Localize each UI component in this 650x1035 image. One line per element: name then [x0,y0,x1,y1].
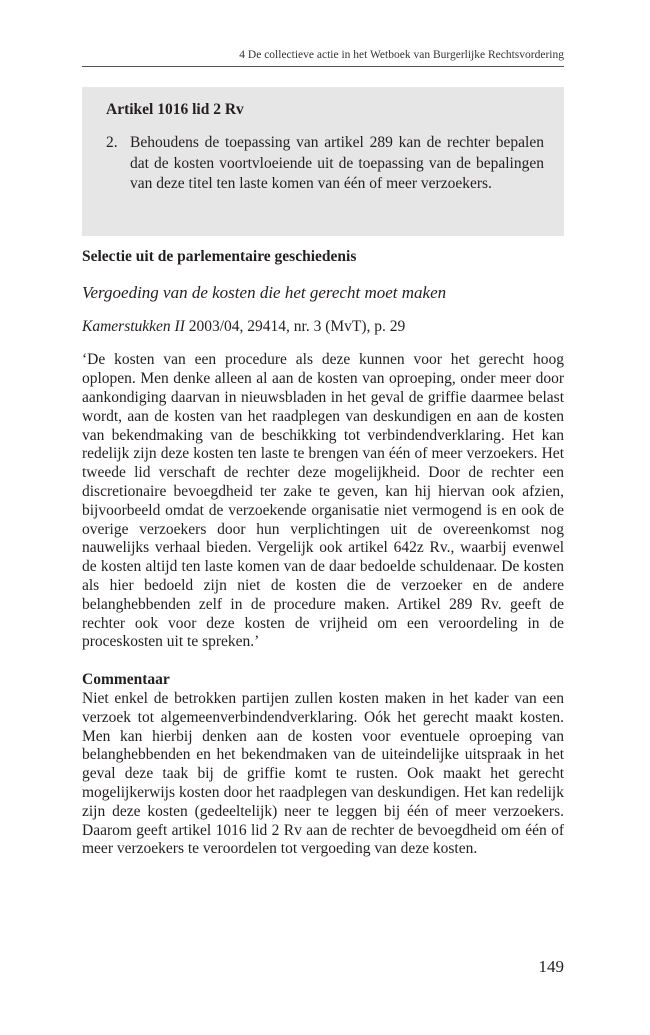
article-paragraph-text: Behoudens de toepassing van artikel 289 kan de rechter bepalen dat de kosten voortvloeiende uit de toepassing van de bepalingen van deze titel ten laste komen van één of meer verzoekers. [130,134,544,192]
page-number: 149 [538,957,564,976]
article-paragraph [106,133,544,195]
source-reference [82,318,564,337]
article-paragraph-number: 2. [106,134,118,151]
article-title: Artikel 1016 lid 2 Rv [106,101,244,118]
source-details: 2003/04, 29414, nr. 3 (MvT), p. 29 [184,317,406,335]
article-box [82,87,564,236]
header-rule [82,66,564,67]
source-title: Kamerstukken II [82,317,185,335]
running-head: 4 De collectieve actie in het Wetboek van Burgerlijke Rechtsvordering [239,49,564,61]
section-title: Selectie uit de parlementaire geschiedenis [82,248,357,265]
commentary-heading: Commentaar [82,671,170,689]
section-subtitle: Vergoeding van de kosten die het gerecht moet maken [82,282,447,302]
main-content [82,248,564,859]
commentary-paragraph: Niet enkel de betrokken partijen zullen kosten maken in het kader van een verzoek tot algemeenverbindendverklaring. Oók het gerecht maakt kosten. Men kan hierbij denken aan de kosten voor eventuele oproeping van belanghebbenden en het bekendmaken van de uiteindelijke uitspraak in het geval deze taak bij de griffie komt te rusten. Ook maakt het gerecht mogelijkerwijs kosten door het raadplegen van deskundigen. Het kan redelijk zijn deze kosten (gedeeltelijk) neer te leggen bij één of meer verzoekers. Daarom geeft artikel 1016 lid 2 Rv aan de rechter de bevoegdheid om één of meer verzoekers te veroordelen tot vergoeding van deze kosten. [82,689,564,858]
quote-paragraph: ‘De kosten van een procedure als deze kunnen voor het gerecht hoog oplopen. Men denke alleen al aan de kosten van oproeping, onder meer door aankondiging daarvan in nieuwsbladen in het geval de griffie daarmee belast wordt, aan de kosten van het raadplegen van deskundigen en aan de kosten van bekendmaking van de beschikking tot verbindendverklaring. Het kan redelijk zijn deze kosten ten laste te brengen van één of meer verzoekers. Het tweede lid verschaft de rechter deze mogelijkheid. Door de rechter een discretionaire bevoegdheid ter zake te geven, kan hij hiervan ook afzien, bijvoorbeeld omdat de verzoekende organisatie niet vermogend is en ook de overige verzoekers door hun verplichtingen uit de overeenkomst nog nauwelijks verhaal bieden. Vergelijk ook artikel 642z Rv., waarbij evenwel de kosten altijd ten laste komen van de daar bedoelde schuldenaar. De kosten als hier bedoeld zijn niet de kosten die de verzoeker en de andere belanghebbenden zelf in de procedure maken. Artikel 289 Rv. geeft de rechter ook voor deze kosten de vrijheid om een veroordeling in de proceskosten uit te spreken.’ [82,351,564,651]
